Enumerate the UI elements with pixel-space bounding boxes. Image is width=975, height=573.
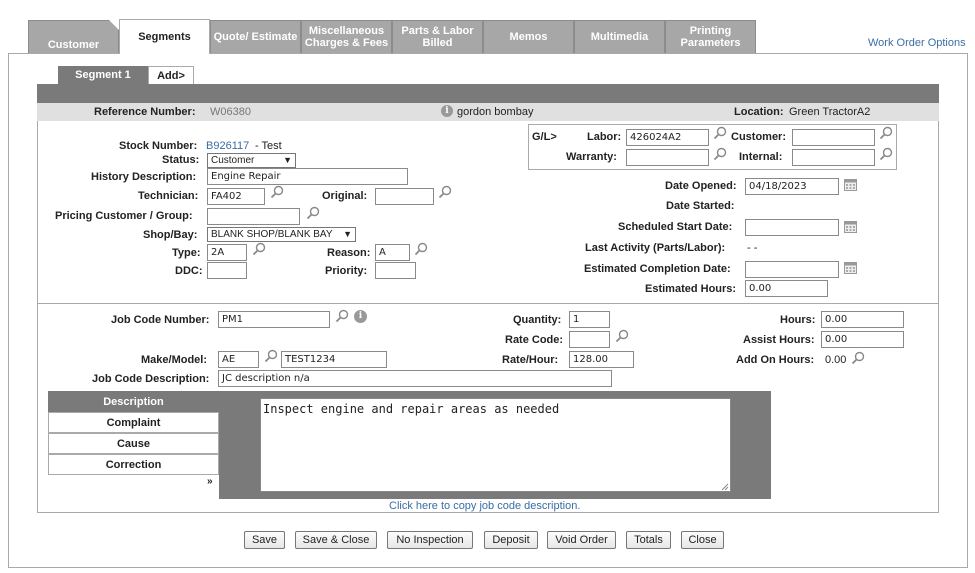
ddc-input[interactable]: [207, 262, 247, 279]
segment-header-bar: [37, 84, 939, 103]
chevron-down-icon: ▼: [283, 155, 292, 165]
close-button[interactable]: Close: [681, 531, 724, 549]
location-label: Location:: [734, 106, 784, 118]
gl-customer-search-icon[interactable]: [879, 126, 893, 140]
info-icon[interactable]: i: [441, 105, 453, 117]
tab-parts-labor-billed[interactable]: Parts & Labor Billed: [392, 20, 483, 53]
model-input[interactable]: TEST1234: [281, 351, 387, 368]
tab-memos[interactable]: Memos: [483, 20, 574, 53]
job-code-label: Job Code Number:: [111, 314, 210, 326]
type-search-icon[interactable]: [252, 242, 266, 256]
job-code-search-icon[interactable]: [335, 309, 349, 323]
tab-customer[interactable]: Customer: [28, 20, 119, 53]
shop-bay-select-value: BLANK SHOP/BLANK BAY: [211, 229, 333, 240]
est-hours-label: Estimated Hours:: [645, 283, 737, 295]
history-description-label: History Description:: [91, 171, 197, 183]
assist-hours-input[interactable]: 0.00: [821, 331, 904, 348]
rate-hour-input[interactable]: 128.00: [569, 351, 634, 368]
technician-label: Technician:: [138, 190, 199, 202]
reference-number-value: W06380: [210, 106, 251, 118]
status-label: Status:: [162, 154, 200, 166]
stock-number-suffix: - Test: [255, 140, 282, 152]
calendar-icon[interactable]: [844, 220, 857, 233]
description-tab[interactable]: Description: [48, 391, 219, 412]
reference-number-label: Reference Number:: [94, 106, 196, 118]
chevron-down-icon: ▼: [343, 229, 352, 239]
gl-internal-search-icon[interactable]: [879, 147, 893, 161]
reason-input[interactable]: A: [375, 244, 410, 261]
tab-misc-charges[interactable]: Miscellaneous Charges & Fees: [301, 20, 392, 53]
status-select[interactable]: [207, 153, 296, 168]
type-input[interactable]: 2A: [207, 244, 247, 261]
cause-tab[interactable]: Cause: [48, 433, 219, 454]
status-select-value: Customer: [211, 155, 255, 166]
pricing-customer-input[interactable]: [207, 208, 300, 225]
history-description-input[interactable]: Engine Repair: [207, 168, 408, 185]
priority-input[interactable]: [375, 262, 416, 279]
gl-labor-label: Labor:: [587, 131, 622, 143]
hours-input[interactable]: 0.00: [821, 311, 904, 328]
tab-segment-1[interactable]: Segment 1: [58, 66, 148, 84]
shop-bay-label: Shop/Bay:: [143, 229, 198, 241]
calendar-icon[interactable]: [844, 178, 857, 191]
original-input[interactable]: [375, 188, 434, 205]
gl-customer-input[interactable]: [792, 129, 875, 146]
rate-code-input[interactable]: [569, 331, 610, 348]
shop-bay-select[interactable]: [207, 227, 356, 242]
add-on-hours-search-icon[interactable]: [851, 351, 865, 365]
reason-label: Reason:: [327, 247, 371, 259]
user-name: gordon bombay: [457, 106, 534, 118]
stock-number-link[interactable]: B926117: [206, 140, 250, 152]
gl-labor-input[interactable]: 426024A2: [626, 129, 709, 146]
scheduled-start-label: Scheduled Start Date:: [618, 221, 733, 233]
tab-printing-parameters[interactable]: Printing Parameters: [665, 20, 756, 53]
save-close-button[interactable]: Save & Close: [295, 531, 377, 549]
make-model-label: Make/Model:: [141, 354, 208, 366]
pricing-search-icon[interactable]: [306, 206, 320, 220]
add-on-hours-value: 0.00: [825, 354, 847, 366]
gl-warranty-input[interactable]: [626, 149, 709, 166]
tab-segments[interactable]: Segments: [119, 19, 210, 54]
original-label: Original:: [322, 190, 368, 202]
est-completion-input[interactable]: [745, 261, 839, 278]
est-completion-label: Estimated Completion Date:: [584, 263, 731, 275]
correction-tab[interactable]: Correction: [48, 454, 219, 475]
add-on-hours-label: Add On Hours:: [736, 354, 815, 366]
copy-job-code-description-link[interactable]: Click here to copy job code description.: [389, 500, 581, 512]
tab-multimedia[interactable]: Multimedia: [574, 20, 665, 53]
last-activity-value: - -: [747, 242, 758, 254]
calendar-icon[interactable]: [844, 261, 857, 274]
location-value: Green TractorA2: [789, 106, 871, 118]
add-segment-tab[interactable]: Add>: [148, 66, 194, 84]
rate-code-label: Rate Code:: [505, 334, 564, 346]
expand-toggle[interactable]: »: [207, 476, 213, 487]
deposit-button[interactable]: Deposit: [484, 531, 538, 549]
quantity-input[interactable]: 1: [569, 311, 610, 328]
no-inspection-button[interactable]: No Inspection: [387, 531, 473, 549]
hours-label: Hours:: [780, 314, 816, 326]
save-button[interactable]: Save: [244, 531, 285, 549]
job-code-description-label: Job Code Description:: [92, 373, 210, 385]
date-started-label: Date Started:: [666, 200, 735, 212]
tab-list-footer: [48, 475, 219, 499]
quantity-label: Quantity:: [513, 314, 562, 326]
technician-search-icon[interactable]: [270, 185, 284, 199]
work-order-options-link[interactable]: Work Order Options: [868, 37, 966, 49]
job-code-input[interactable]: PM1: [218, 311, 330, 328]
rate-hour-label: Rate/Hour:: [502, 354, 559, 366]
gl-warranty-search-icon[interactable]: [713, 147, 727, 161]
description-textarea[interactable]: Inspect engine and repair areas as needed: [260, 398, 731, 492]
type-label: Type:: [172, 247, 201, 259]
rate-code-search-icon[interactable]: [615, 329, 629, 343]
complaint-tab[interactable]: Complaint: [48, 412, 219, 433]
job-code-description-input[interactable]: JC description n/a: [218, 370, 612, 387]
est-hours-input[interactable]: 0.00: [745, 280, 828, 297]
ddc-label: DDC:: [175, 265, 203, 277]
gl-customer-label: Customer:: [731, 131, 787, 143]
priority-label: Priority:: [325, 265, 368, 277]
make-search-icon[interactable]: [264, 349, 278, 363]
scheduled-start-input[interactable]: [745, 219, 839, 236]
reason-search-icon[interactable]: [414, 242, 428, 256]
gl-warranty-label: Warranty:: [566, 151, 617, 163]
technician-input[interactable]: FA402: [207, 188, 265, 205]
job-code-info-icon[interactable]: i: [354, 310, 367, 323]
resize-handle-icon[interactable]: [720, 482, 729, 491]
make-input[interactable]: AE: [218, 351, 259, 368]
original-search-icon[interactable]: [438, 185, 452, 199]
stock-number-label: Stock Number:: [119, 140, 198, 152]
date-opened-label: Date Opened:: [665, 180, 737, 192]
totals-button[interactable]: Totals: [626, 531, 671, 549]
gl-internal-input[interactable]: [792, 149, 875, 166]
void-order-button[interactable]: Void Order: [547, 531, 616, 549]
date-opened-input[interactable]: 04/18/2023: [745, 178, 839, 195]
section-divider: [37, 303, 939, 304]
last-activity-label: Last Activity (Parts/Labor):: [585, 242, 726, 254]
gl-labor-search-icon[interactable]: [713, 126, 727, 140]
pricing-customer-label: Pricing Customer / Group:: [55, 210, 193, 222]
tab-quote-estimate[interactable]: Quote/ Estimate: [210, 20, 301, 53]
assist-hours-label: Assist Hours:: [743, 334, 815, 346]
gl-title: G/L>: [532, 131, 557, 143]
gl-internal-label: Internal:: [739, 151, 783, 163]
